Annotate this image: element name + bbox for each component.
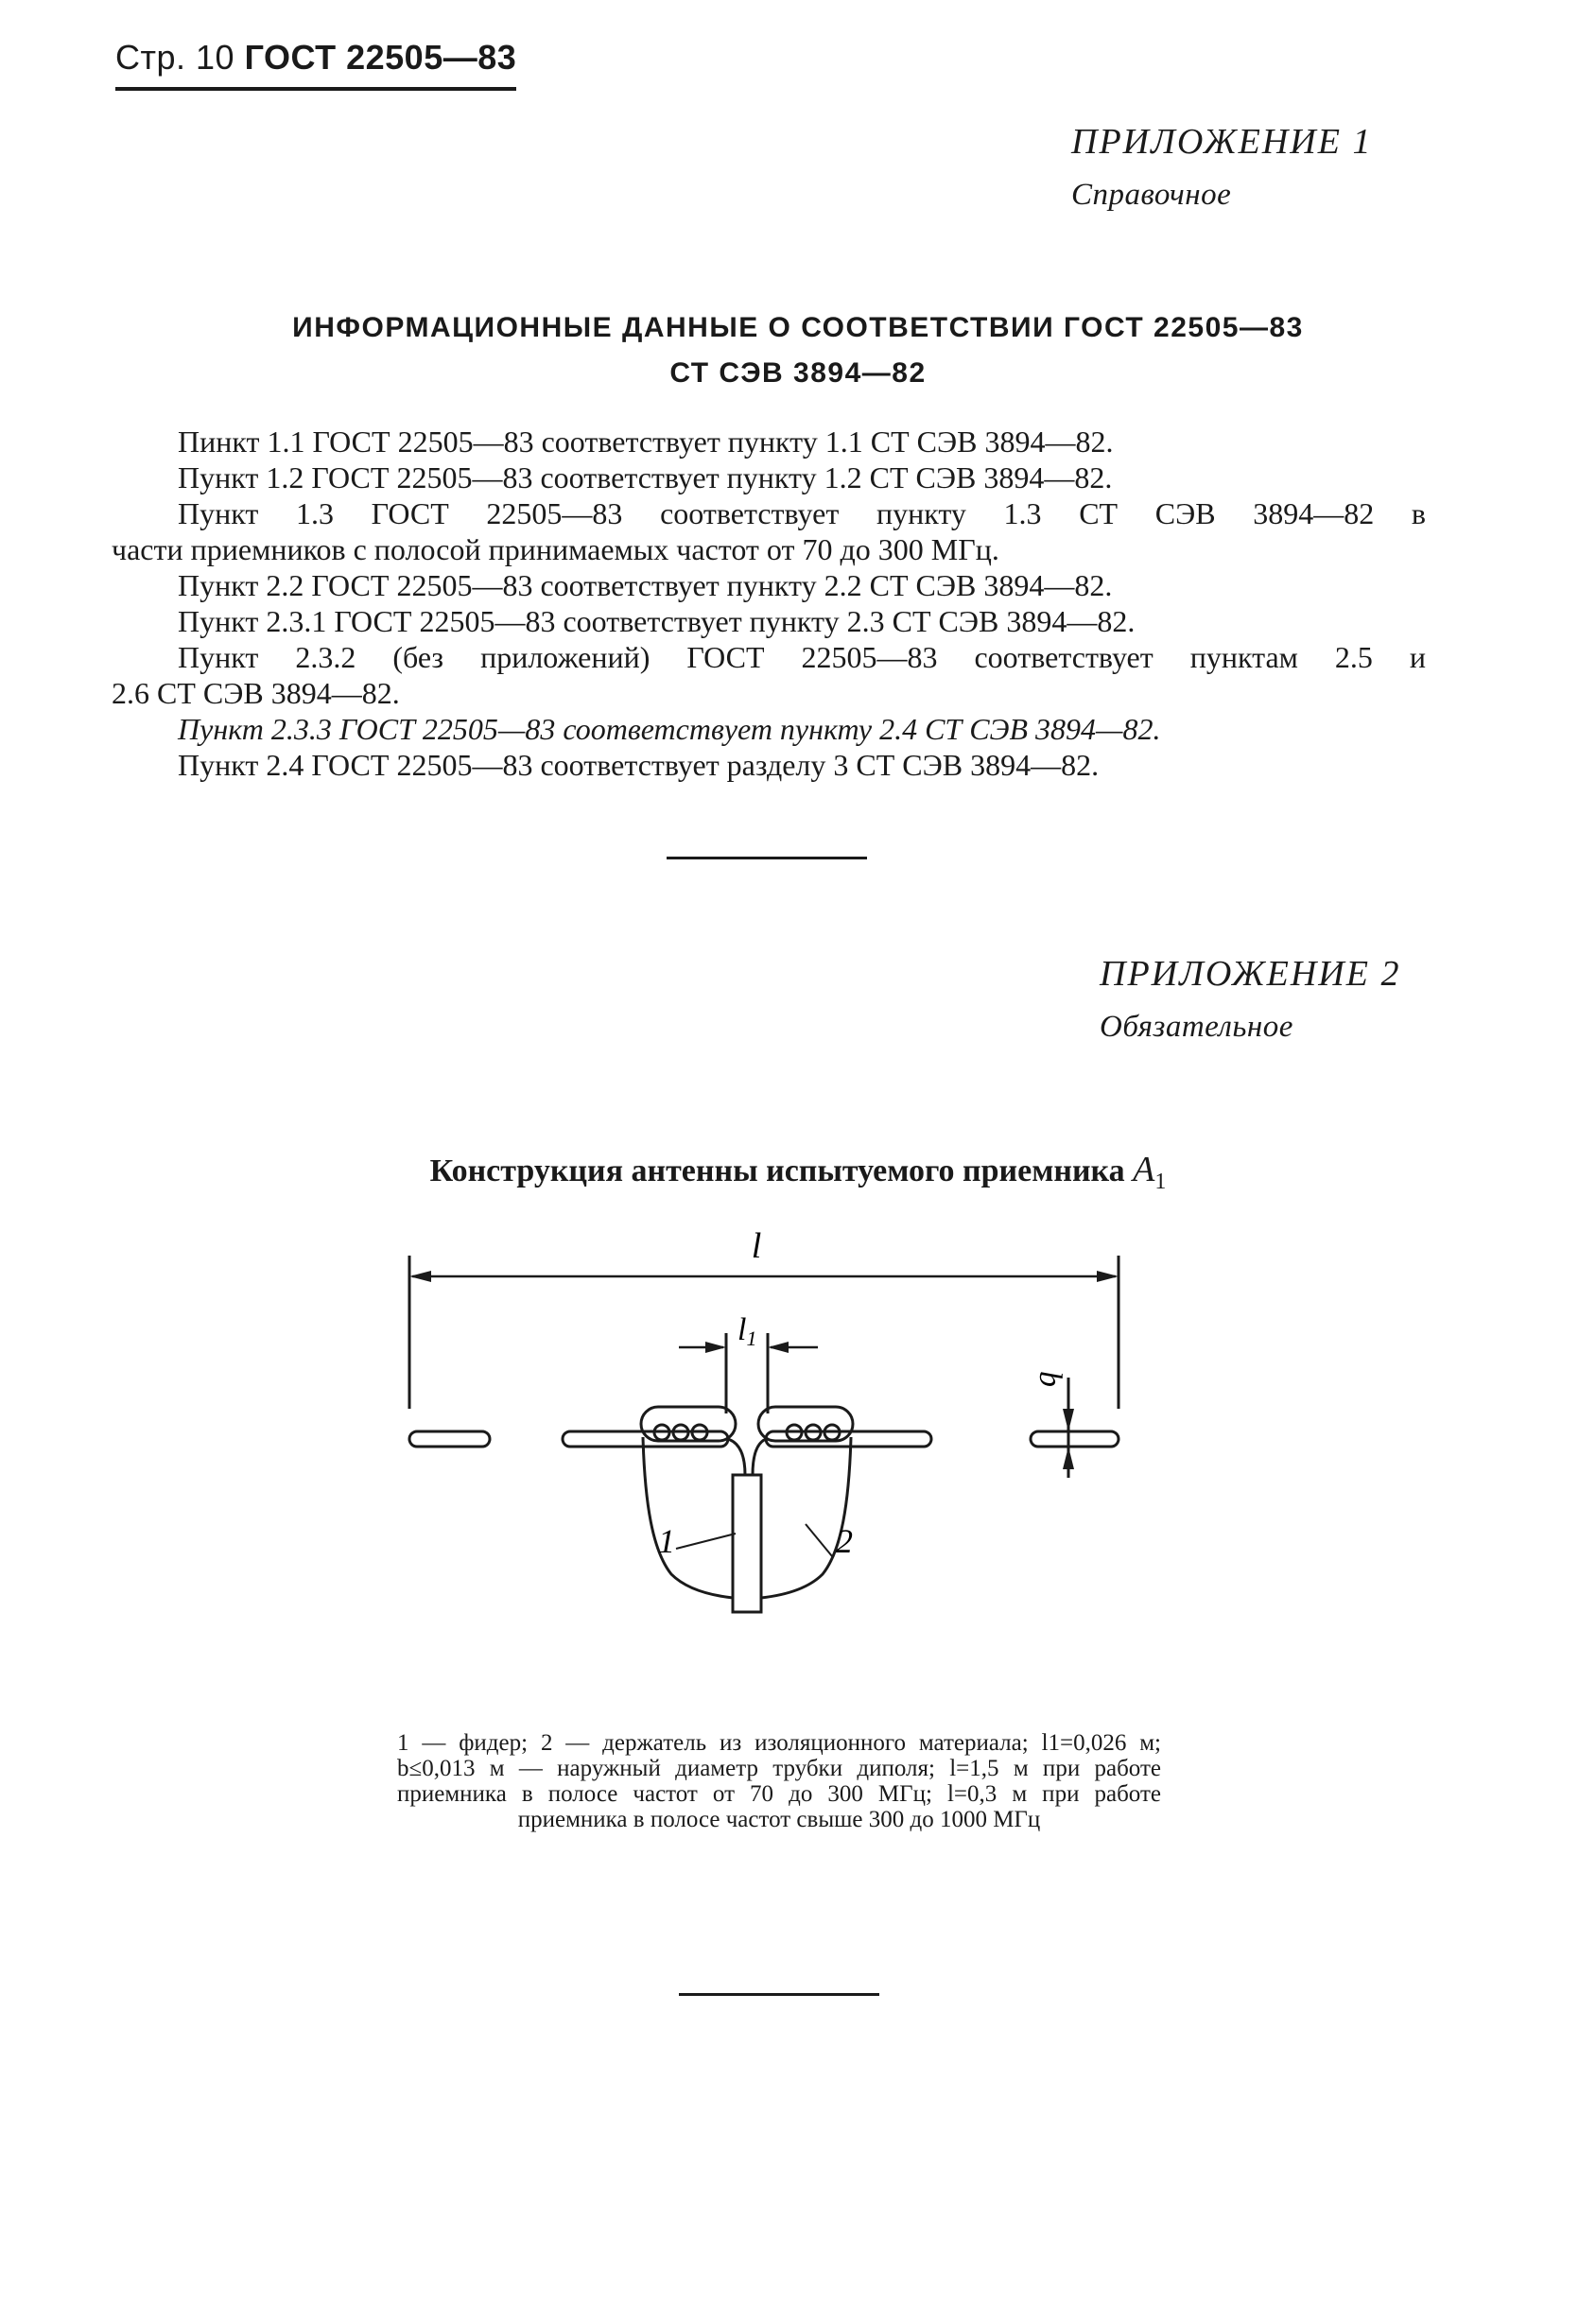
dipole-tube-left-end: [409, 1431, 490, 1447]
appendix1-type: Справочное: [1071, 178, 1232, 212]
dim-l-arrowhead-left: [409, 1271, 431, 1282]
dim-l-arrowhead-right: [1097, 1271, 1119, 1282]
correspondence-line: Пункт 2.2 ГОСТ 22505—83 соответствует пункту 2.2 СТ СЭВ 3894—82.: [178, 568, 1113, 602]
correspondence-line: Пункт 2.3.2 (без приложений) ГОСТ 22505—83 соответствует пунктам 2.5 и: [178, 640, 1426, 674]
correspondence-line: части приемников с полосой принимаемых частот от 70 до 300 МГц.: [112, 532, 999, 566]
correspondence-line: Пункт 2.3.3 ГОСТ 22505—83 соответствует пункту 2.4 СТ СЭВ 3894—82.: [178, 712, 1161, 746]
appendix1-title: ПРИЛОЖЕНИЕ 1: [1071, 122, 1373, 162]
correspondence-line: Пункт 2.4 ГОСТ 22505—83 соответствует разделу 3 СТ СЭВ 3894—82.: [178, 748, 1100, 782]
label-part-1: 1: [658, 1522, 675, 1560]
end-separator: [679, 1993, 879, 1996]
dim-b-arrowhead-top: [1063, 1409, 1074, 1431]
figure-title-subscript: 1: [1154, 1169, 1167, 1194]
correspondence-line: 2.6 СТ СЭВ 3894—82.: [112, 676, 400, 710]
label-l1: [737, 1312, 756, 1350]
label-part-2: 2: [836, 1522, 853, 1560]
antenna-diagram: [378, 1220, 1154, 1673]
holder-body-left: [643, 1437, 733, 1598]
label-l1-sub: 1: [746, 1326, 757, 1350]
dim-b-arrowhead-bottom: [1063, 1447, 1074, 1469]
holder-body-right: [761, 1437, 851, 1598]
appendix2-type: Обязательное: [1100, 1010, 1293, 1044]
figure-title: [284, 1149, 1312, 1195]
page-header: [115, 38, 516, 78]
section-separator: [667, 857, 867, 859]
label-l1-letter: l: [737, 1312, 747, 1347]
correspondence-line: Пункт 1.3 ГОСТ 22505—83 соответствует пункту 1.3 СТ СЭВ 3894—82 в: [178, 496, 1426, 530]
feeder-wire-left: [728, 1439, 745, 1475]
header-rule: [115, 87, 516, 91]
dipole-tube-right-end: [1031, 1431, 1119, 1447]
figure-title-text: Конструкция антенны испытуемого приемника: [429, 1153, 1125, 1188]
standard-number: ГОСТ 22505—83: [244, 38, 517, 77]
leader-1: [676, 1534, 736, 1549]
label-l: l: [751, 1226, 762, 1266]
appendix1-heading-line1: ИНФОРМАЦИОННЫЕ ДАННЫЕ О СООТВЕТСТВИИ ГОСТ 22505—83: [292, 312, 1304, 343]
figure-caption: 1 — фидер; 2 — держатель из изоляционного материала; l1=0,026 м; b≤0,013 м — наружный диаметр трубки диполя; l=1,5 м при работе приемника в полосе частот от 70 до 300 МГц; l=0,3 м при работе приемника в полосе частот свыше 300 до 1000 МГц: [397, 1730, 1161, 1832]
label-b: b: [1032, 1371, 1067, 1387]
correspondence-line: Пинкт 1.1 ГОСТ 22505—83 соответствует пункту 1.1 СТ СЭВ 3894—82.: [178, 425, 1114, 459]
appendix1-heading-line2: СТ СЭВ 3894—82: [669, 357, 927, 389]
correspondence-line: Пункт 1.2 ГОСТ 22505—83 соответствует пункту 1.2 СТ СЭВ 3894—82.: [178, 460, 1113, 494]
feeder-body: [733, 1475, 761, 1612]
feeder-wire-right: [753, 1439, 766, 1475]
appendix2-title: ПРИЛОЖЕНИЕ 2: [1100, 954, 1401, 994]
figure-title-symbol: A: [1133, 1150, 1155, 1189]
correspondence-line: Пункт 2.3.1 ГОСТ 22505—83 соответствует пункту 2.3 СТ СЭВ 3894—82.: [178, 604, 1136, 638]
dim-l1-arrowhead-right: [768, 1342, 789, 1353]
dim-l1-arrowhead-left: [705, 1342, 726, 1353]
page-label: Стр. 10: [115, 38, 235, 77]
leader-2: [806, 1524, 832, 1556]
